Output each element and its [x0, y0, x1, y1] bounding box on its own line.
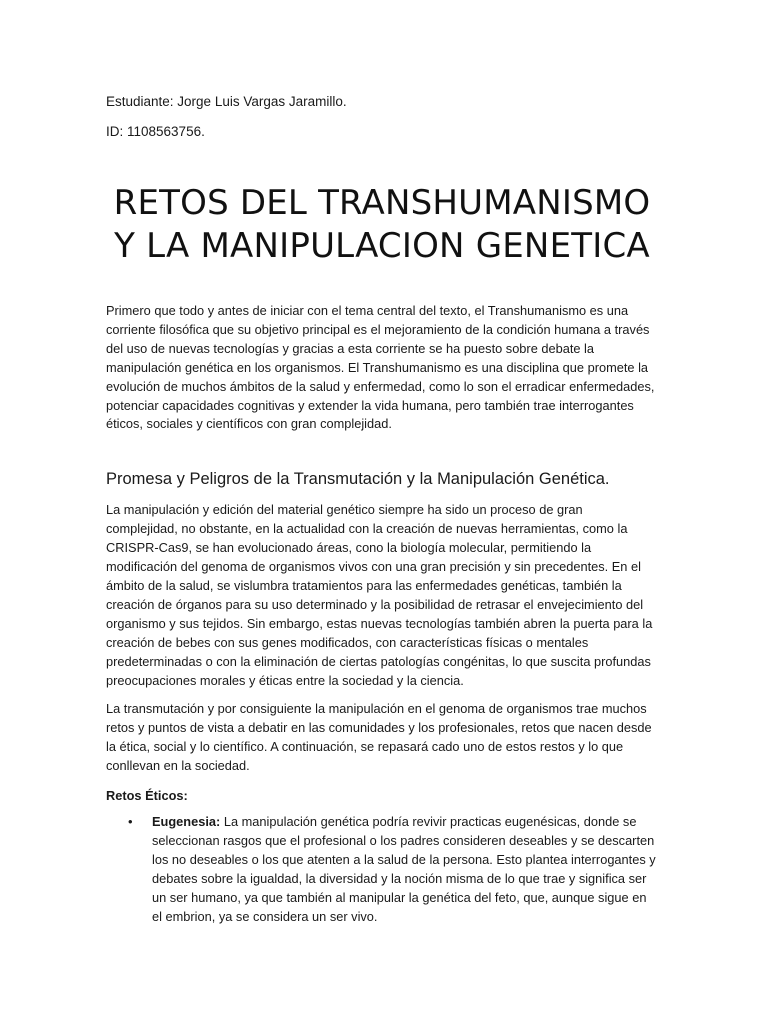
- section-heading: Promesa y Peligros de la Transmutación y la Manipulación Genética.: [106, 470, 610, 489]
- bullet-term: Eugenesia:: [152, 814, 221, 830]
- document-title: [96, 182, 668, 268]
- student-name: Estudiante: Jorge Luis Vargas Jaramillo.: [106, 94, 347, 109]
- ethics-list: [106, 813, 658, 926]
- ethics-heading: Retos Éticos:: [106, 788, 188, 804]
- bullet-text: La manipulación genética podría revivir practicas eugenésicas, donde se seleccionan rasgos que el profesional o los padres consideren deseables y se descarten los no deseables o los que atenten a la salud de la persona. Esto plantea interrogantes y debates sobre la igualdad, la diversidad y la noción misma de lo que trae y significa ser un ser humano, ya que también al manipular la genética del feto, que, aunque sigue en el embrion, ya se considera un ser vivo.: [152, 814, 656, 924]
- student-id: ID: 1108563756.: [106, 124, 205, 139]
- section-paragraph-2: La transmutación y por consiguiente la manipulación en el genoma de organismos trae muchos retos y puntos de vista a debatir en las comunidades y los profesionales, retos que nacen desde la ética, social y lo científico. A continuación, se repasará cado uno de estos restos y lo que conllevan en la sociedad.: [106, 701, 652, 774]
- title-line-2: Y LA MANIPULACION GENETICA: [114, 226, 650, 266]
- list-item: [106, 813, 658, 926]
- section-paragraph-1: La manipulación y edición del material genético siempre ha sido un proceso de gran complejidad, no obstante, en la actualidad con la creación de nuevas herramientas, como la CRISPR-Cas9, se han evolucionado áreas, cono la biología molecular, permitiendo la modificación del genoma de organismos vivos con una gran precisión y sin precedentes. En el ámbito de la salud, se vislumbra tratamientos para las enfermedades genéticas, también la creación de órganos para su uso determinado y la posibilidad de retrasar el envejecimiento del organismo y sus tejidos. Sin embargo, estas nuevas tecnologías también abren la puerta para la creación de bebes con sus genes modificados, con características físicas o mentales predeterminadas o con la eliminación de ciertas patologías congénitas, lo que suscita profundas preocupaciones morales y éticas entre la sociedad y la ciencia.: [106, 502, 653, 688]
- title-line-1: RETOS DEL TRANSHUMANISMO: [113, 183, 651, 223]
- bullet-icon: •: [128, 814, 133, 830]
- page-content: [106, 92, 658, 926]
- intro-paragraph: Primero que todo y antes de iniciar con el tema central del texto, el Transhumanismo es una corriente filosófica que su objetivo principal es el mejoramiento de la condición humana a través del uso de nuevas tecnologías y gracias a esta corriente se ha puesto sobre debate la manipulación genética en los organismos. El Transhumanismo es una disciplina que promete la evolución de muchos ámbitos de la salud y enfermedad, como lo son el erradicar enfermedades, potenciar capacidades cognitivas y extender la vida humana, pero también trae interrogantes éticos, sociales y científicos con gran complejidad.: [106, 303, 655, 432]
